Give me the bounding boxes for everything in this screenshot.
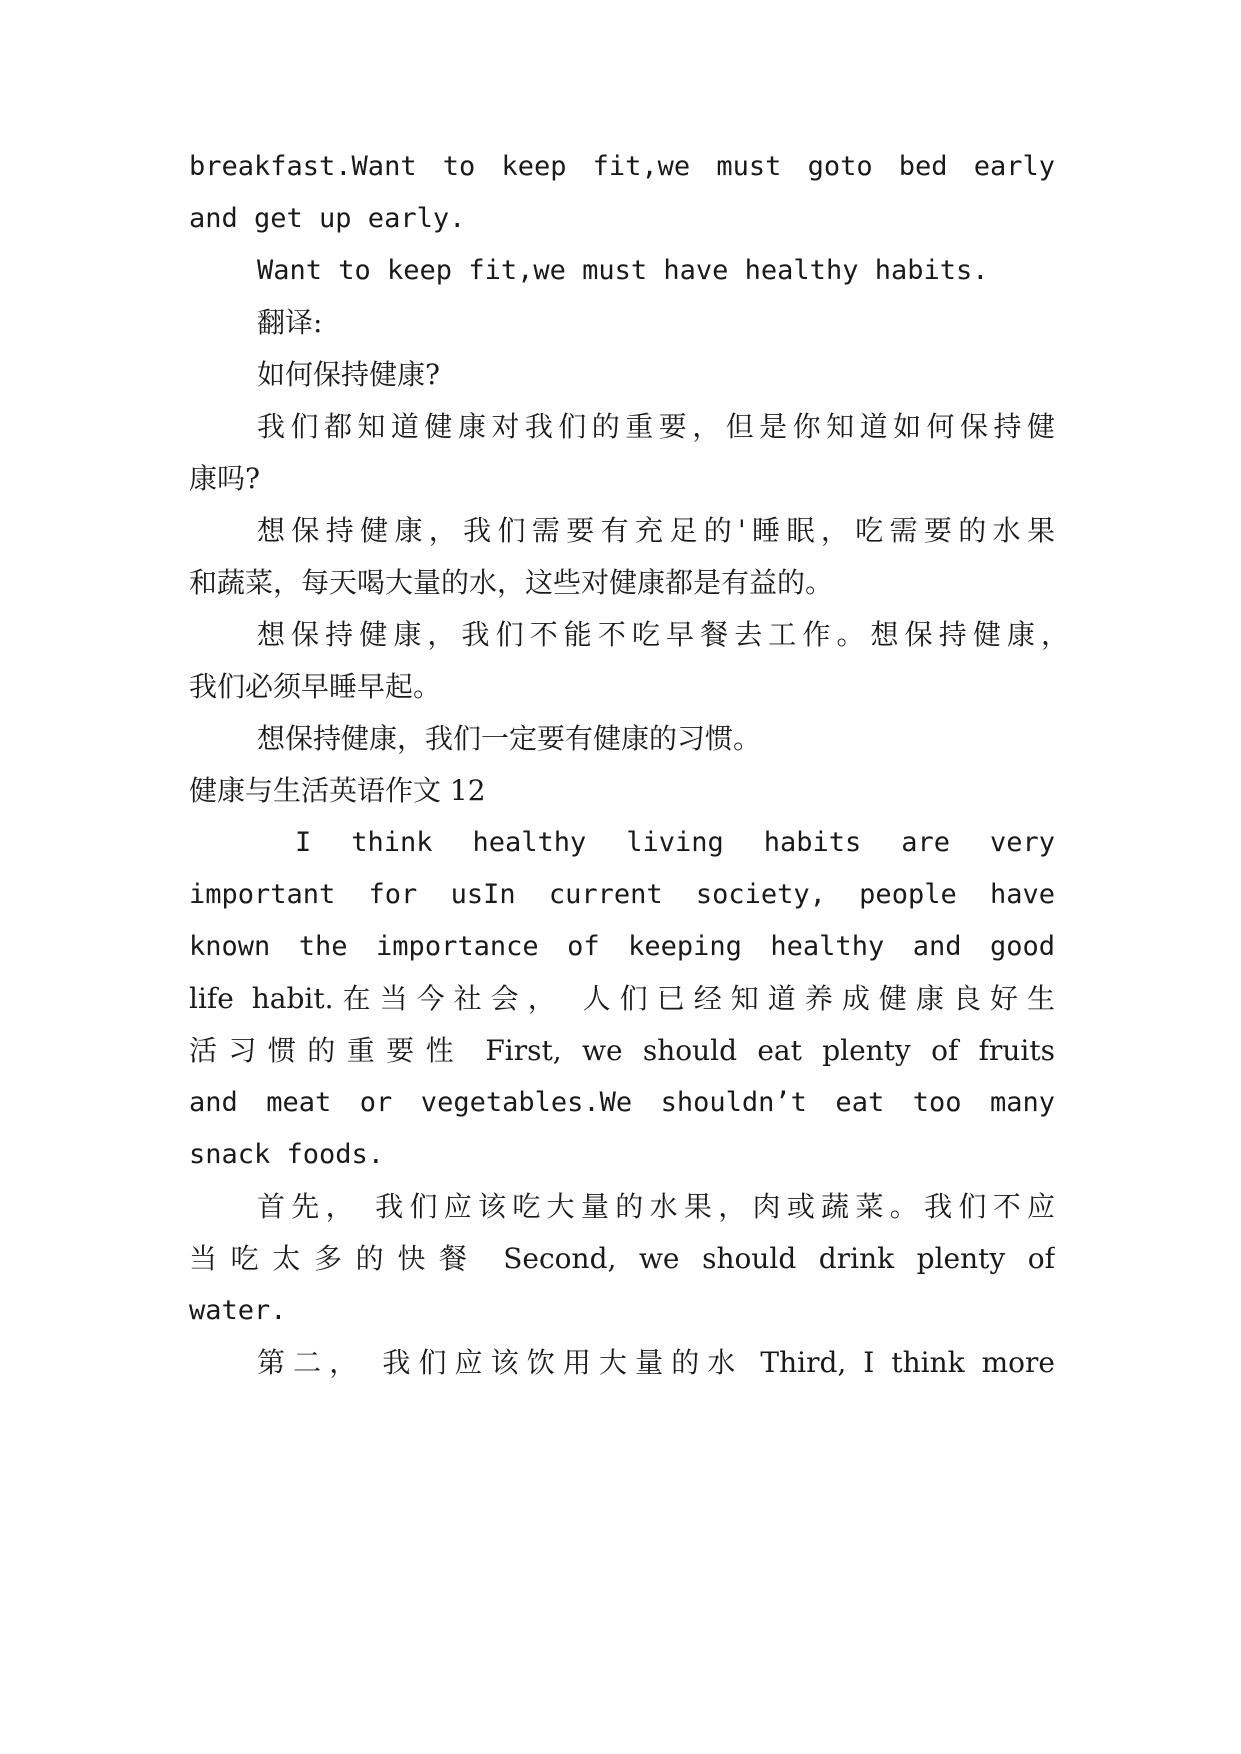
- text-line: Want to keep fit,we must have healthy habits.: [257, 255, 989, 286]
- text-line: breakfast.Want to keep fit,we must goto bed early: [189, 151, 1055, 182]
- text-line: snack foods.: [189, 1139, 385, 1170]
- text-line: life habit.在当今社会， 人们已经知道养成健康良好生: [189, 982, 1055, 1015]
- text-line: 首先， 我们应该吃大量的水果，肉或蔬菜。我们不应: [257, 1190, 1055, 1223]
- text-line: important for usIn current society, people have: [189, 879, 1055, 910]
- text-line: 我们都知道健康对我们的重要，但是你知道如何保持健: [257, 410, 1055, 443]
- text-line: 想保持健康，我们不能不吃早餐去工作。想保持健康，: [257, 618, 1069, 651]
- text-line: 想保持健康，我们需要有充足的'睡眠，吃需要的水果: [257, 514, 1055, 547]
- text-line: 翻译:: [257, 306, 323, 339]
- text-line: known the importance of keeping healthy and good: [189, 931, 1055, 962]
- text-line: 想保持健康，我们一定要有健康的习惯。: [257, 722, 762, 755]
- text-line: 第二， 我们应该饮用大量的水 Third, I think more: [257, 1346, 1055, 1379]
- text-line: 当吃太多的快餐 Second, we should drink plenty of: [189, 1242, 1055, 1275]
- text-line: and get up early.: [189, 203, 466, 234]
- text-line: 活习惯的重要性 First, we should eat plenty of fruits: [189, 1034, 1055, 1067]
- section-heading: 健康与生活英语作文 12: [189, 774, 486, 807]
- text-line: and meat or vegetables.We shouldn’t eat too many: [189, 1087, 1055, 1118]
- text-line: 康吗?: [189, 462, 261, 495]
- text-line: 如何保持健康?: [257, 358, 441, 391]
- text-line: I think healthy living habits are very: [295, 827, 1055, 858]
- text-line: 和蔬菜，每天喝大量的水，这些对健康都是有益的。: [189, 566, 834, 599]
- text-line: water.: [189, 1295, 287, 1326]
- text-line: 我们必须早睡早起。: [189, 670, 442, 703]
